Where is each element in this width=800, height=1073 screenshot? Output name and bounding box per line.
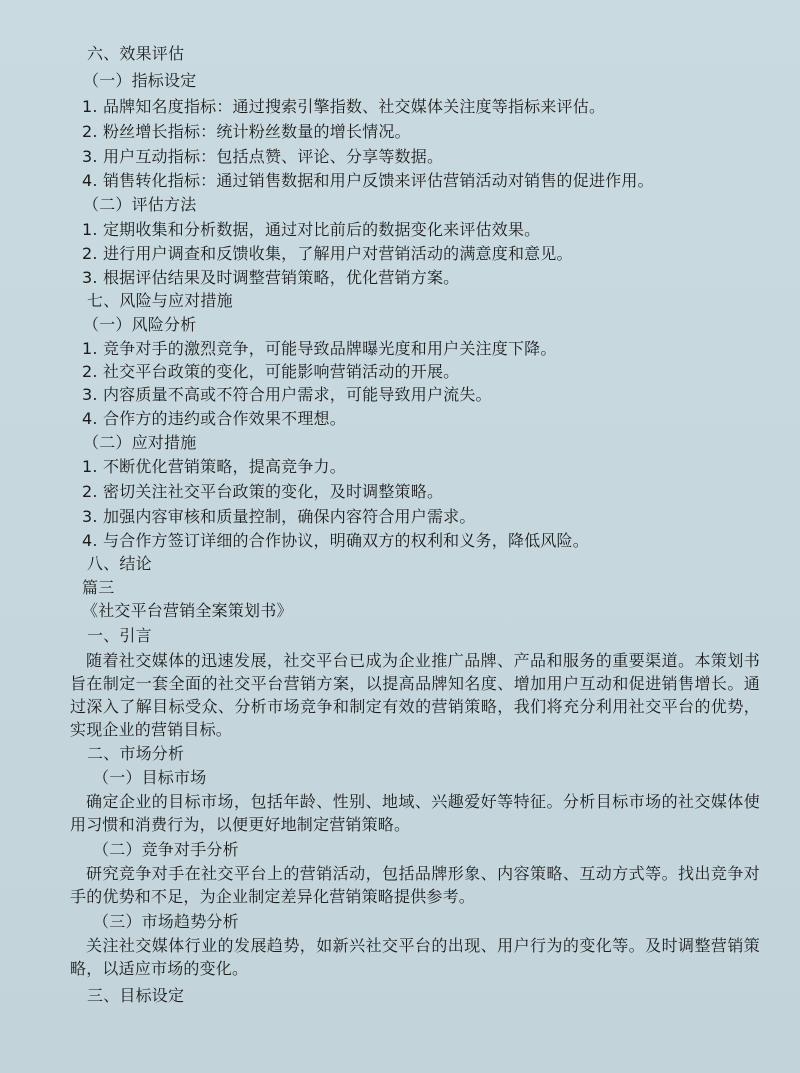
subsection-6-2-heading: （二）评估方法 [83, 195, 197, 214]
section-8-heading: 八、结论 [87, 554, 152, 573]
target-market-paragraph: 确定企业的目标市场，包括年龄、性别、地域、兴趣爱好等特征。分析目标市场的社交媒体使用习惯和消费行为，以便更好地制定营销策略。 [70, 792, 760, 834]
list-item: 3. 用户互动指标：包括点赞、评论、分享等数据。 [82, 147, 444, 166]
list-item: 1. 定期收集和分析数据，通过对比前后的数据变化来评估效果。 [82, 220, 541, 239]
intro-paragraph: 随着社交媒体的迅速发展，社交平台已成为企业推广品牌、产品和服务的重要渠道。本策划书旨在制定一套全面的社交平台营销方案，以提高品牌知名度、增加用户互动和促进销售增长。通过深入了解目标受众、分析市场竞争和制定有效的营销策略，我们将充分利用社交平台的优势，实现企业的营销目标。 [70, 651, 760, 739]
competitor-heading: （二）竞争对手分析 [93, 840, 239, 859]
list-item: 2. 粉丝增长指标：统计粉丝数量的增长情况。 [82, 122, 411, 141]
list-item: 2. 密切关注社交平台政策的变化，及时调整策略。 [82, 482, 444, 501]
subsection-6-1-heading: （一）指标设定 [83, 71, 197, 90]
trend-paragraph: 关注社交媒体行业的发展趋势，如新兴社交平台的出现、用户行为的变化等。及时调整营销策略，以适应市场的变化。 [70, 936, 760, 978]
subsection-7-2-heading: （二）应对措施 [83, 433, 197, 452]
list-item: 1. 不断优化营销策略，提高竞争力。 [82, 457, 346, 476]
section-6-heading: 六、效果评估 [87, 44, 185, 63]
book-title: 《社交平台营销全案策划书》 [82, 601, 293, 620]
list-item: 4. 与合作方签订详细的合作协议，明确双方的权利和义务，降低风险。 [82, 531, 589, 550]
goal-setting-heading: 三、目标设定 [87, 986, 185, 1005]
trend-heading: （三）市场趋势分析 [93, 912, 239, 931]
intro-heading: 一、引言 [87, 626, 152, 645]
subsection-7-1-heading: （一）风险分析 [83, 315, 197, 334]
list-item: 4. 销售转化指标：通过销售数据和用户反馈来评估营销活动对销售的促进作用。 [82, 171, 654, 190]
list-item: 4. 合作方的违约或合作效果不理想。 [82, 409, 346, 428]
competitor-paragraph: 研究竞争对手在社交平台上的营销活动，包括品牌形象、内容策略、互动方式等。找出竞争对手的优势和不足，为企业制定差异化营销策略提供参考。 [70, 864, 760, 906]
list-item: 3. 内容质量不高或不符合用户需求，可能导致用户流失。 [82, 385, 492, 404]
list-item: 1. 竞争对手的激烈竞争，可能导致品牌曝光度和用户关注度下降。 [82, 339, 557, 358]
list-item: 2. 进行用户调查和反馈收集，了解用户对营销活动的满意度和意见。 [82, 244, 573, 263]
list-item: 3. 根据评估结果及时调整营销策略，优化营销方案。 [82, 268, 460, 287]
target-market-heading: （一）目标市场 [93, 768, 207, 787]
list-item: 2. 社交平台政策的变化，可能影响营销活动的开展。 [82, 362, 460, 381]
part-label: 篇三 [82, 578, 115, 597]
list-item: 1. 品牌知名度指标：通过搜索引擎指数、社交媒体关注度等指标来评估。 [82, 97, 606, 116]
list-item: 3. 加强内容审核和质量控制，确保内容符合用户需求。 [82, 507, 476, 526]
section-7-heading: 七、风险与应对措施 [87, 291, 233, 310]
market-analysis-heading: 二、市场分析 [87, 744, 185, 763]
